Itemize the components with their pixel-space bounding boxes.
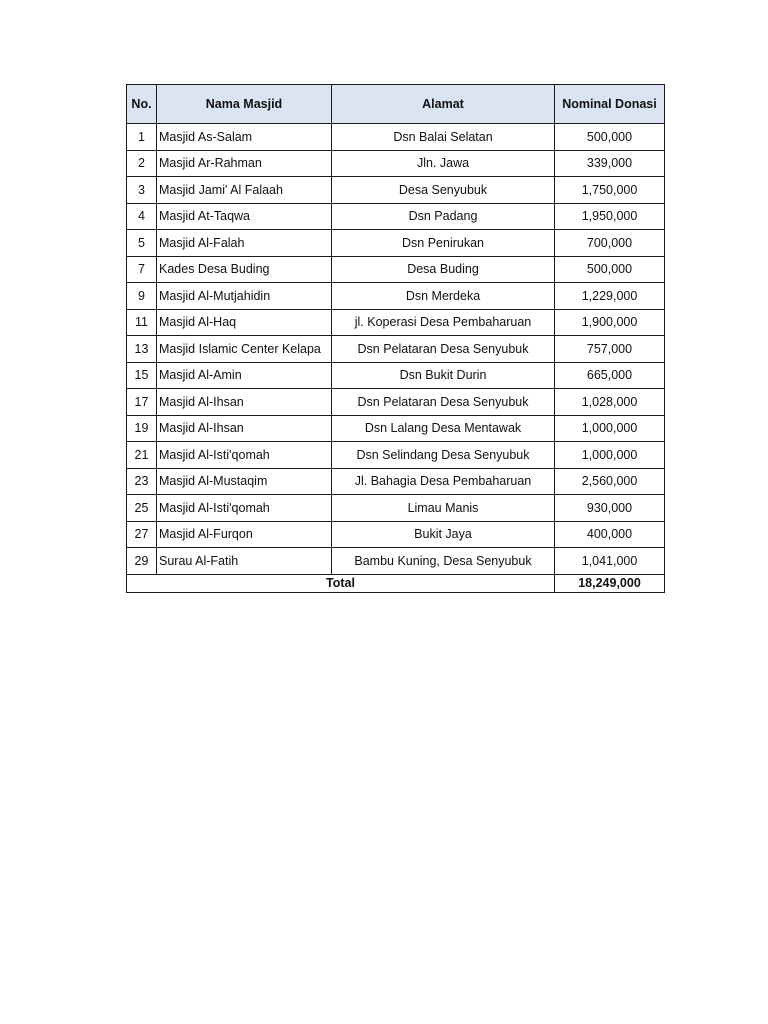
mosque-name: Masjid Al-Mustaqim [157, 468, 332, 495]
address: Desa Buding [332, 256, 555, 283]
total-label: Total [127, 574, 555, 592]
row-number: 11 [127, 309, 157, 336]
table-row [127, 362, 665, 389]
row-number: 4 [127, 203, 157, 230]
row-number: 2 [127, 150, 157, 177]
header-mosque-name: Nama Masjid [157, 85, 332, 124]
address: Dsn Pelataran Desa Senyubuk [332, 336, 555, 363]
address: Desa Senyubuk [332, 177, 555, 204]
table-header [127, 85, 665, 124]
mosque-name: Masjid Al-Isti'qomah [157, 495, 332, 522]
donation-amount: 500,000 [555, 124, 665, 151]
header-donation-amount: Nominal Donasi [555, 85, 665, 124]
mosque-name: Masjid At-Taqwa [157, 203, 332, 230]
table-row [127, 283, 665, 310]
address: Dsn Bukit Durin [332, 362, 555, 389]
table-row [127, 442, 665, 469]
header-address: Alamat [332, 85, 555, 124]
table-row [127, 203, 665, 230]
donation-amount: 400,000 [555, 521, 665, 548]
mosque-name: Kades Desa Buding [157, 256, 332, 283]
donation-amount: 339,000 [555, 150, 665, 177]
address: Bambu Kuning, Desa Senyubuk [332, 548, 555, 575]
donation-amount: 757,000 [555, 336, 665, 363]
address: Bukit Jaya [332, 521, 555, 548]
address: Dsn Merdeka [332, 283, 555, 310]
table-row [127, 415, 665, 442]
row-number: 19 [127, 415, 157, 442]
mosque-name: Masjid Al-Ihsan [157, 389, 332, 416]
row-number: 7 [127, 256, 157, 283]
row-number: 23 [127, 468, 157, 495]
row-number: 9 [127, 283, 157, 310]
address: Jln. Jawa [332, 150, 555, 177]
table-row [127, 521, 665, 548]
donation-amount: 2,560,000 [555, 468, 665, 495]
table-row [127, 468, 665, 495]
donation-amount: 1,750,000 [555, 177, 665, 204]
row-number: 1 [127, 124, 157, 151]
row-number: 25 [127, 495, 157, 522]
donation-amount: 1,229,000 [555, 283, 665, 310]
table-row [127, 230, 665, 257]
table-row [127, 150, 665, 177]
table-row [127, 309, 665, 336]
mosque-name: Masjid Jami' Al Falaah [157, 177, 332, 204]
address: Dsn Padang [332, 203, 555, 230]
donation-amount: 1,000,000 [555, 442, 665, 469]
mosque-name: Masjid Islamic Center Kelapa [157, 336, 332, 363]
address: Dsn Selindang Desa Senyubuk [332, 442, 555, 469]
row-number: 27 [127, 521, 157, 548]
address: Jl. Bahagia Desa Pembaharuan [332, 468, 555, 495]
mosque-name: Masjid Al-Furqon [157, 521, 332, 548]
donation-amount: 1,028,000 [555, 389, 665, 416]
row-number: 5 [127, 230, 157, 257]
donation-table [126, 84, 665, 593]
donation-amount: 1,041,000 [555, 548, 665, 575]
address: Dsn Penirukan [332, 230, 555, 257]
row-number: 3 [127, 177, 157, 204]
mosque-name: Masjid Al-Isti'qomah [157, 442, 332, 469]
table-row [127, 548, 665, 575]
row-number: 29 [127, 548, 157, 575]
header-no: No. [127, 85, 157, 124]
donation-amount: 1,000,000 [555, 415, 665, 442]
row-number: 13 [127, 336, 157, 363]
mosque-name: Surau Al-Fatih [157, 548, 332, 575]
mosque-name: Masjid Ar-Rahman [157, 150, 332, 177]
donation-amount: 500,000 [555, 256, 665, 283]
donation-amount: 665,000 [555, 362, 665, 389]
donation-amount: 1,900,000 [555, 309, 665, 336]
address: Dsn Balai Selatan [332, 124, 555, 151]
mosque-name: Masjid As-Salam [157, 124, 332, 151]
address: Dsn Lalang Desa Mentawak [332, 415, 555, 442]
table-footer [127, 574, 665, 592]
table-row [127, 124, 665, 151]
total-amount: 18,249,000 [555, 574, 665, 592]
row-number: 17 [127, 389, 157, 416]
address: Limau Manis [332, 495, 555, 522]
mosque-name: Masjid Al-Mutjahidin [157, 283, 332, 310]
table-row [127, 177, 665, 204]
donation-amount: 930,000 [555, 495, 665, 522]
table-row [127, 389, 665, 416]
header-row [127, 85, 665, 124]
mosque-name: Masjid Al-Ihsan [157, 415, 332, 442]
mosque-name: Masjid Al-Haq [157, 309, 332, 336]
table-row [127, 336, 665, 363]
address: Dsn Pelataran Desa Senyubuk [332, 389, 555, 416]
mosque-name: Masjid Al-Falah [157, 230, 332, 257]
table-body [127, 124, 665, 575]
donation-amount: 700,000 [555, 230, 665, 257]
row-number: 21 [127, 442, 157, 469]
row-number: 15 [127, 362, 157, 389]
table-row [127, 256, 665, 283]
total-row [127, 574, 665, 592]
table-row [127, 495, 665, 522]
mosque-name: Masjid Al-Amin [157, 362, 332, 389]
donation-amount: 1,950,000 [555, 203, 665, 230]
address: jl. Koperasi Desa Pembaharuan [332, 309, 555, 336]
